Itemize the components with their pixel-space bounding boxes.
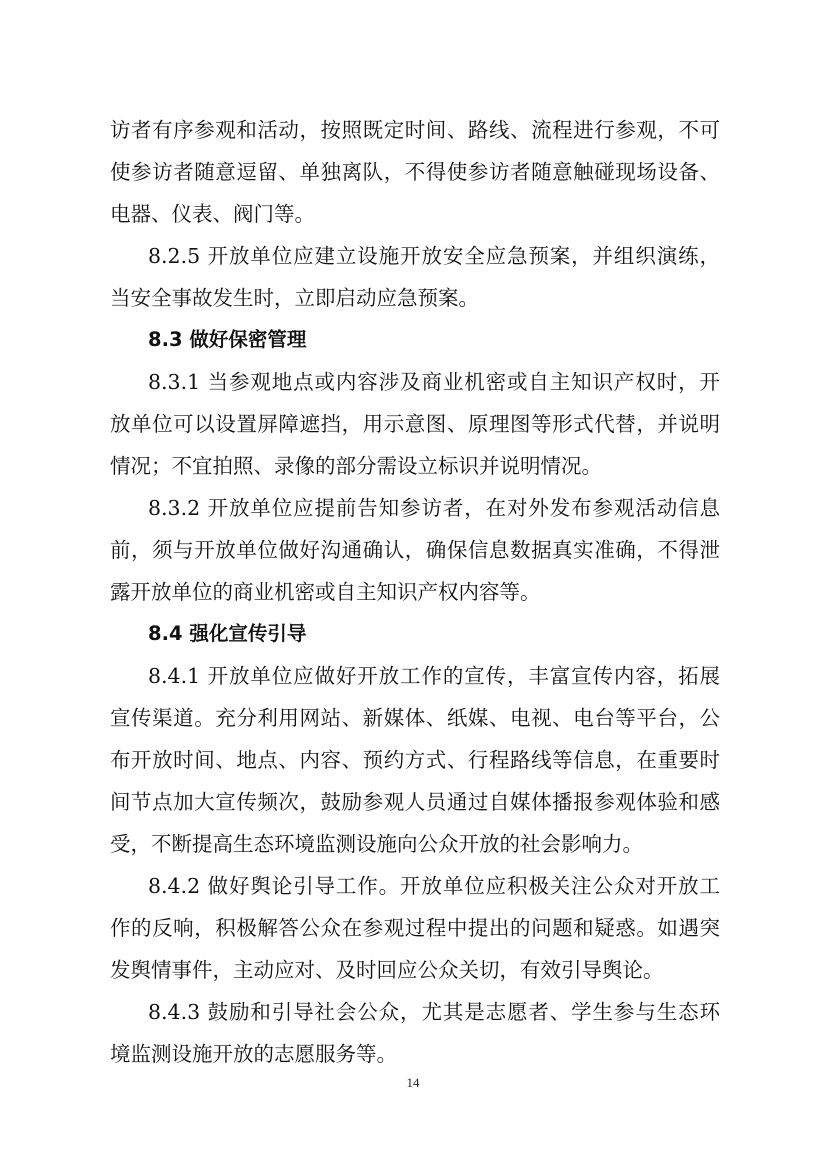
clause-8-4-2: 8.4.2 做好舆论引导工作。开放单位应积极关注公众对开放工 xyxy=(148,874,720,898)
clause-8-3-2: 8.3.2 开放单位应提前告知参访者，在对外发布参观活动信息 xyxy=(148,496,720,520)
clause-8-4-1: 8.4.1 开放单位应做好开放工作的宣传，丰富宣传内容，拓展 xyxy=(148,664,720,688)
paragraph-line: 使参访者随意逗留、单独离队，不得使参访者随意触碰现场设备、 xyxy=(110,160,720,184)
clause-8-2-5: 8.2.5 开放单位应建立设施开放安全应急预案，并组织演练， xyxy=(148,244,720,268)
paragraph-line: 布开放时间、地点、内容、预约方式、行程路线等信息，在重要时 xyxy=(110,748,720,772)
paragraph-line: 发舆情事件，主动应对、及时回应公众关切，有效引导舆论。 xyxy=(110,958,664,982)
section-heading-8-3: 8.3 做好保密管理 xyxy=(148,328,307,351)
paragraph-line: 间节点加大宣传频次，鼓励参观人员通过自媒体播报参观体验和感 xyxy=(110,790,720,814)
paragraph-line: 当安全事故发生时，立即启动应急预案。 xyxy=(110,286,479,310)
paragraph-line: 前，须与开放单位做好沟通确认，确保信息数据真实准确，不得泄 xyxy=(110,538,720,562)
paragraph-line: 情况；不宜拍照、录像的部分需设立标识并说明情况。 xyxy=(110,454,602,478)
paragraph-line: 露开放单位的商业机密或自主知识产权内容等。 xyxy=(110,580,541,604)
paragraph-line: 放单位可以设置屏障遮挡，用示意图、原理图等形式代替，并说明 xyxy=(110,412,720,436)
paragraph-line: 电器、仪表、阀门等。 xyxy=(110,202,315,226)
section-heading-8-4: 8.4 强化宣传引导 xyxy=(148,622,307,645)
clause-8-4-3: 8.4.3 鼓励和引导社会公众，尤其是志愿者、学生参与生态环 xyxy=(148,1000,720,1024)
paragraph-line: 作的反响，积极解答公众在参观过程中提出的问题和疑惑。如遇突 xyxy=(110,916,720,940)
paragraph-line: 境监测设施开放的志愿服务等。 xyxy=(110,1042,397,1066)
paragraph-line: 访者有序参观和活动，按照既定时间、路线、流程进行参观，不可 xyxy=(110,118,720,142)
page-number: 14 xyxy=(406,1075,420,1090)
clause-8-3-1: 8.3.1 当参观地点或内容涉及商业机密或自主知识产权时，开 xyxy=(148,370,720,394)
paragraph-line: 受，不断提高生态环境监测设施向公众开放的社会影响力。 xyxy=(110,832,643,856)
paragraph-line: 宣传渠道。充分利用网站、新媒体、纸媒、电视、电台等平台，公 xyxy=(110,706,720,730)
